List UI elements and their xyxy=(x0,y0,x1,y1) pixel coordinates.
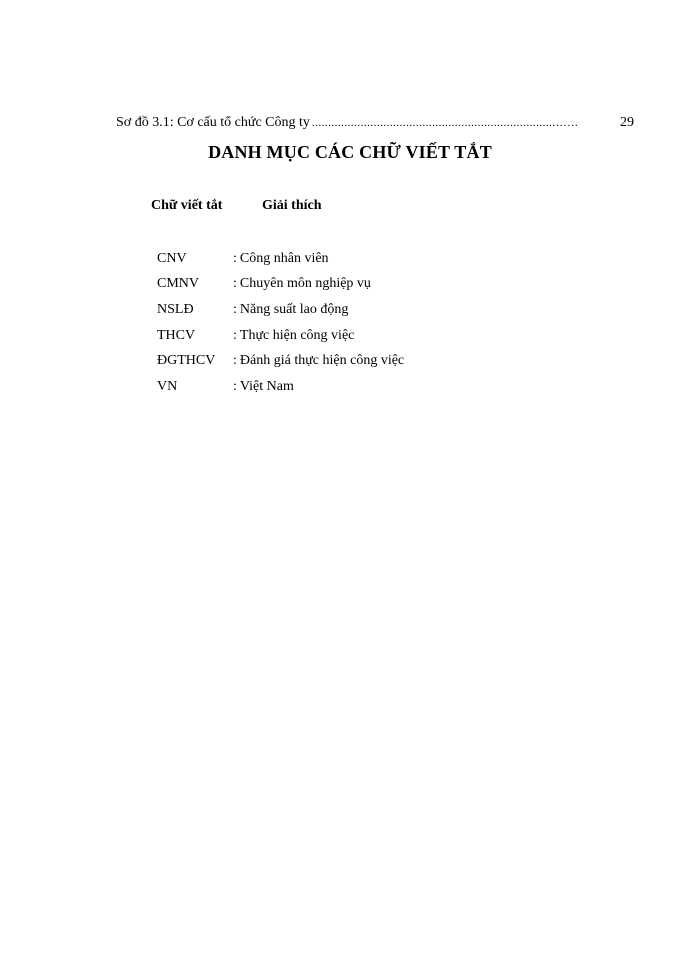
list-item xyxy=(157,323,537,349)
abbreviation: CMNV xyxy=(157,276,200,292)
toc-dot-leader: ...........................................................................…… xyxy=(311,117,579,129)
explanation-column-header: Giải thích xyxy=(262,198,322,213)
abbreviation-meaning: Thực hiện công việc xyxy=(239,327,355,343)
separator: : xyxy=(233,301,237,317)
abbreviation-meaning: Đánh giá thực hiện công việc xyxy=(239,353,405,369)
abbreviation-list xyxy=(157,246,537,400)
toc-entry-text: Sơ đồ 3.1: Cơ cấu tổ chức Công ty xyxy=(116,115,310,130)
list-item xyxy=(157,246,537,272)
toc-entry xyxy=(116,114,634,132)
separator: : xyxy=(233,276,237,292)
abbreviation-meaning: Chuyên môn nghiệp vụ xyxy=(239,276,371,292)
abbreviation: CNV xyxy=(157,250,187,266)
abbreviation: VN xyxy=(157,378,178,394)
list-item xyxy=(157,374,537,400)
separator: : xyxy=(233,327,237,343)
abbreviation: ĐGTHCV xyxy=(157,353,216,369)
list-item xyxy=(157,348,537,374)
abbreviation-meaning: Công nhân viên xyxy=(239,250,329,266)
toc-page-number: 29 xyxy=(620,115,634,130)
abbreviation: THCV xyxy=(157,327,196,343)
list-item xyxy=(157,297,537,323)
abbreviation-column-header: Chữ viết tắt xyxy=(151,198,223,213)
separator: : xyxy=(233,353,237,369)
abbreviation-meaning: Việt Nam xyxy=(239,378,294,394)
abbreviation: NSLĐ xyxy=(157,301,194,317)
abbreviation-meaning: Năng suất lao động xyxy=(239,301,349,317)
separator: : xyxy=(233,378,237,394)
separator: : xyxy=(233,250,237,266)
list-item xyxy=(157,272,537,298)
page-title: DANH MỤC CÁC CHỮ VIẾT TẮT xyxy=(208,142,492,162)
